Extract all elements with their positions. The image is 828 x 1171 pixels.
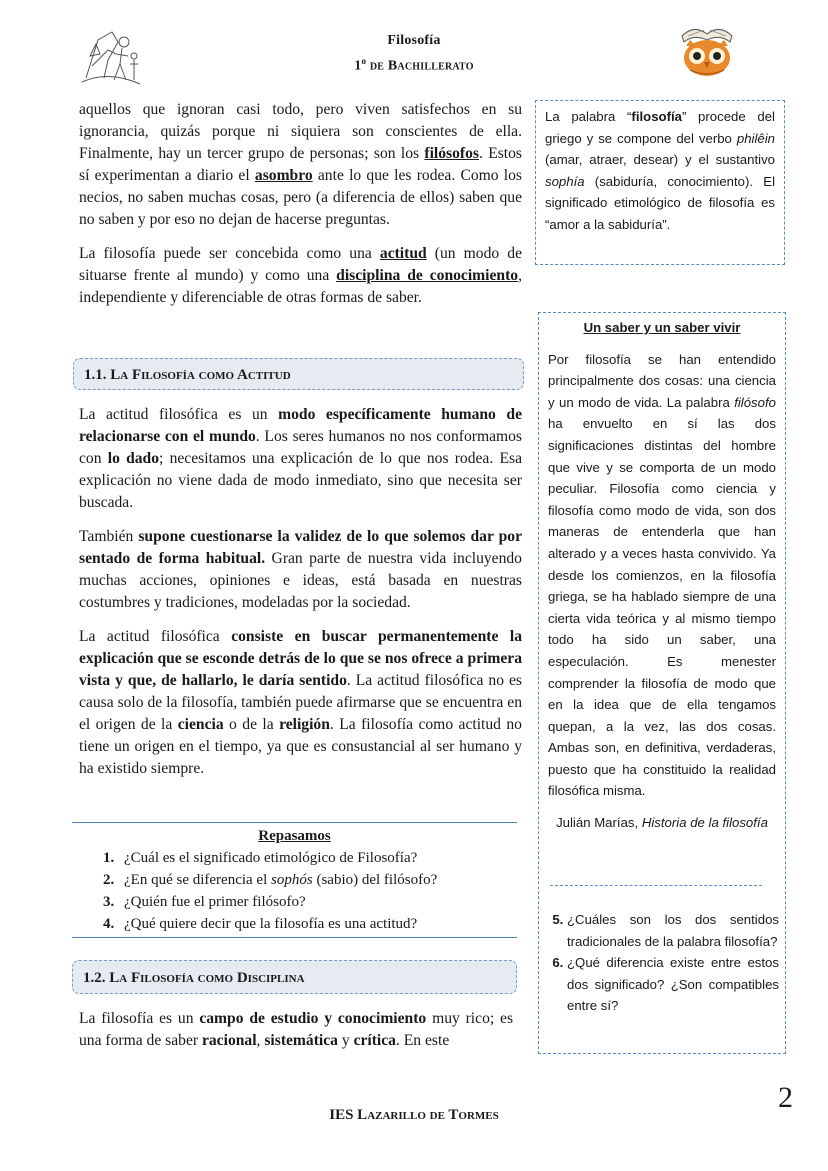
- sidebar-divider: [550, 885, 762, 886]
- disciplina-section-body: [79, 1008, 513, 1052]
- header-subject: Filosofía: [387, 33, 441, 48]
- section-heading-actitud: 1.1. La Filosofía como Actitud: [73, 358, 524, 390]
- sidebar-question-list: [541, 909, 779, 1017]
- disciplina-paragraph: La filosofía es un campo de estudio y conocimiento muy rico; es una forma de saber racional, sistemática y crítica. En este: [79, 1010, 514, 1049]
- actitud-paragraph-2: También supone cuestionarse la validez de lo que solemos dar por sentado de forma habitual. Gran parte de nuestra vida incluyendo muchas acciones, opiniones e ideas, está basada en nuestras costumbres y tradiciones, modeladas por la sociedad.: [79, 528, 522, 611]
- review-questions-box: [72, 822, 517, 938]
- page-number: 2: [778, 1081, 793, 1114]
- footer-school-name: IES Lazarillo de Tormes: [329, 1107, 499, 1123]
- etymology-text: La palabra “filosofía” procede del griego y se compone del verbo philêin (amar, atraer, desear) y el sustantivo sophía (sabiduría, conocimiento). El significado etimológico de filosofía es “amor a la sabiduría”.: [545, 109, 775, 232]
- review-question: 4. ¿Qué quiere decir que la filosofía es una actitud?: [118, 913, 517, 935]
- sidebar-question: 5. ¿Cuáles son los dos sentidos tradicionales de la palabra filosofía?: [567, 909, 779, 952]
- quote-sidebar-title: Un saber y un saber vivir: [583, 320, 741, 335]
- section-heading-disciplina: 1.2. La Filosofía como Disciplina: [72, 960, 517, 994]
- quote-text: Por filosofía se han entendido principalmente dos cosas: una ciencia y un modo de vida. La palabra filósofo ha envuelto en sí las dos significaciones distintas del hombre que vive y se comporta de un modo peculiar. Filosofía como ciencia y filosofía como modo de vida, son dos maneras de entenderla que han alterado y a veces hasta convivido. Ya desde los comienzos, en la filosofía griega, se ha hablado siempre de una cierta vida teórica y al mismo tiempo todo ha sido un saber, una especulación. Es menester comprender la filosofía de modo que en la idea que de ella tengamos quepan, a la vez, las dos cosas. Ambas son, en definitiva, verdaderas, puesto que ha constituido la realidad filosófica misma.: [548, 351, 776, 799]
- review-question-list: [72, 847, 517, 935]
- review-question: 1. ¿Cuál es el significado etimológico de Filosofía?: [118, 847, 517, 869]
- quote-citation: Julián Marías, Historia de la filosofía: [556, 815, 768, 831]
- main-column: [79, 99, 522, 309]
- header-course: 1$^o$ de Bachillerato: [354, 56, 474, 74]
- sidebar-questions: [541, 909, 779, 1017]
- actitud-section-body: [79, 404, 522, 780]
- actitud-paragraph-3: La actitud filosófica consiste en buscar permanentemente la explicación que se esconde detrás de lo que se nos ofrece a primera vista y que, de hallarlo, le daría sentido. La actitud filosófica no es causa solo de la filosofía, también puede afirmarse que se encuentra en el origen de la ciencia o de la religión. La filosofía como actitud no tiene un origen en el tiempo, ya que es consustancial al ser humano y ha existido siempre.: [79, 628, 522, 777]
- actitud-paragraph-1: La actitud filosófica es un modo específicamente humano de relacionarse con el mundo. Los seres humanos no nos conformamos con lo dado; necesitamos una explicación de lo que nos rodea. Esa explicación no viene dada de modo inmediato, sino que necesita ser buscada.: [79, 406, 522, 511]
- etymology-sidebar: [535, 100, 785, 265]
- sidebar-question: 6. ¿Qué diferencia existe entre estos dos significado? ¿Son compatibles entre sí?: [567, 952, 779, 1017]
- intro-paragraph: aquellos que ignoran casi todo, pero viven satisfechos en su ignorancia, quizás porque ni siquiera son conscientes de ella. Finalmente, hay un tercer grupo de personas; son los filósofos. Estos sí experimentan a diario el asombro ante lo que les rodea. Como los necios, no saben muchas cosas, pero (a diferencia de ellos) saben que no saben y por eso no dejan de hacerse preguntas.: [79, 101, 522, 228]
- review-title: Repasamos: [258, 828, 331, 844]
- definition-paragraph: La filosofía puede ser concebida como una actitud (un modo de situarse frente al mundo) y como una disciplina de conocimiento, independiente y diferenciable de otras formas de saber.: [79, 245, 522, 306]
- review-question: 3. ¿Quién fue el primer filósofo?: [118, 891, 517, 913]
- review-question: 2. ¿En qué se diferencia el sophós (sabio) del filósofo?: [118, 869, 517, 891]
- owl-book-logo: [676, 16, 738, 78]
